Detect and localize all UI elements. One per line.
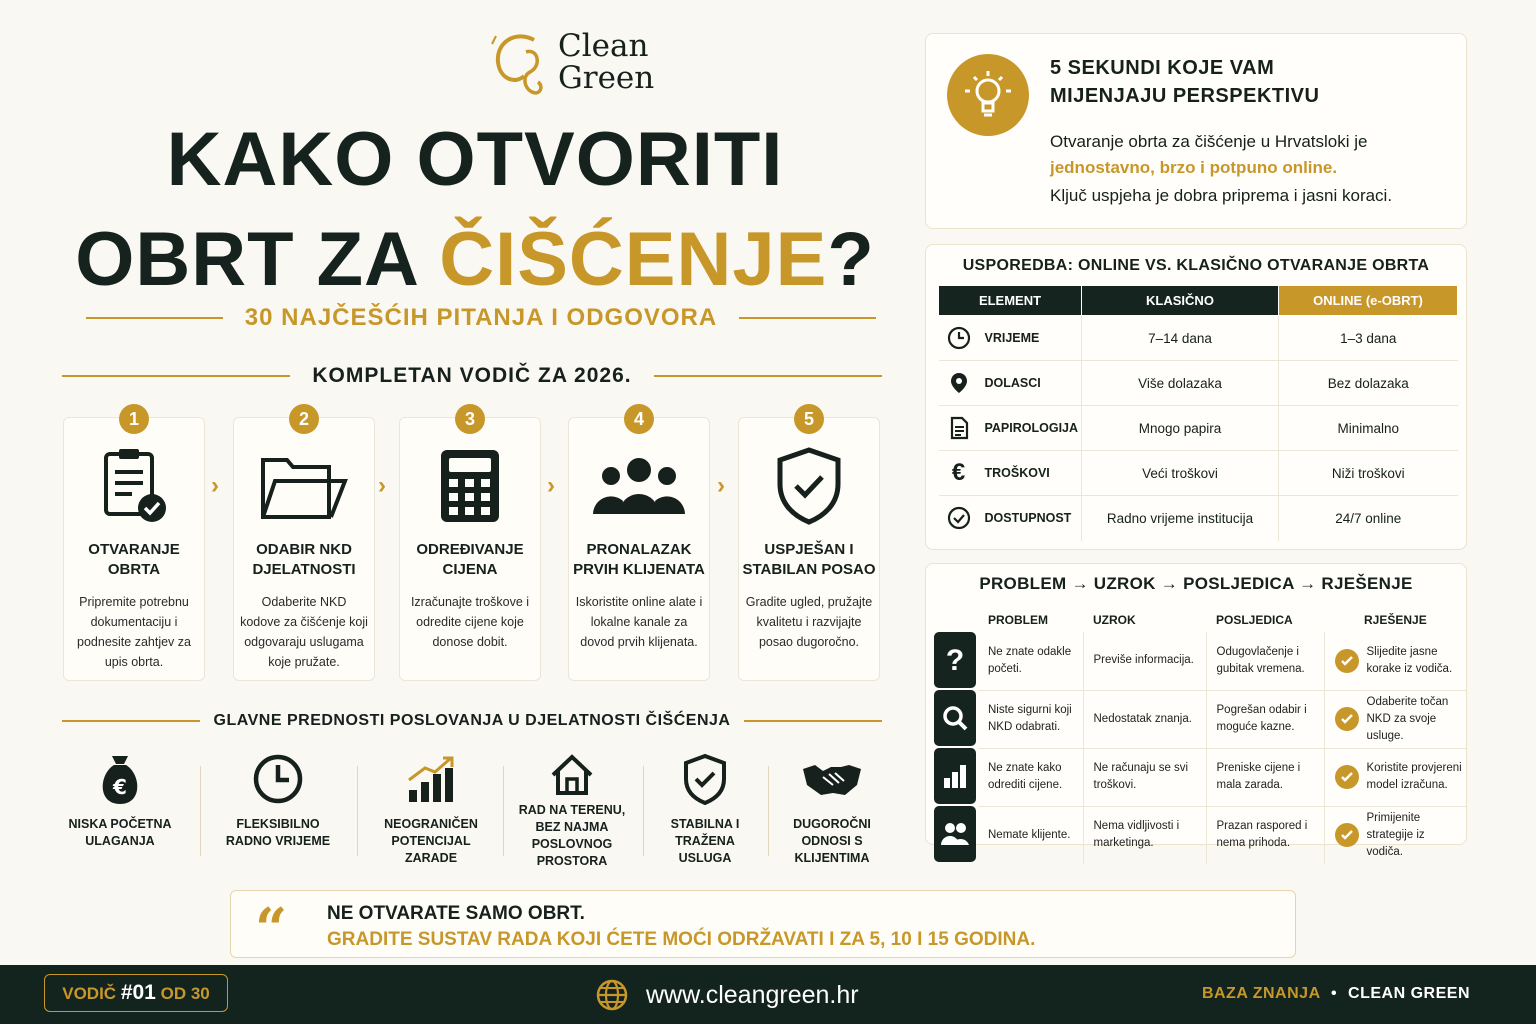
badge-number: #01	[120, 981, 156, 1004]
folder-icon	[259, 446, 349, 526]
step-card-5	[738, 409, 880, 681]
growth-chart-icon	[405, 754, 457, 804]
step-title: OTVARANJE OBRTA	[88, 541, 180, 578]
footer-brand	[1202, 985, 1470, 1003]
check-icon	[1335, 823, 1359, 847]
column-header-klasicno: KLASIČNO	[1082, 286, 1279, 316]
search-icon	[941, 704, 969, 732]
divider	[503, 766, 504, 856]
chevron-right-icon: ›	[378, 472, 386, 499]
table-row	[939, 316, 1458, 361]
quote-box	[230, 890, 1296, 962]
divider	[643, 766, 644, 856]
advantage-label: NEOGRANIČEN POTENCIJAL ZARADE	[384, 817, 478, 865]
advantage-item	[660, 752, 750, 867]
row-rjesenje: Slijedite jasne korake iz vodiča.	[1366, 645, 1453, 675]
step-text: Pripremite potrebnu dokumentaciju i podnesite zahtjev za upis obrta.	[77, 595, 191, 669]
row-klasicno: Više dolazaka	[1082, 361, 1279, 406]
check-circle-icon	[947, 506, 971, 530]
step-text: Odaberite NKD kodove za čišćenje koji odgovaraju uslugama koje pružate.	[240, 595, 368, 669]
column-header-rjesenje: RJEŠENJE	[1364, 612, 1427, 627]
row-online: 1–3 dana	[1279, 316, 1458, 361]
chevron-right-icon: ›	[211, 472, 219, 499]
row-rjesenje: Koristite provjereni model izračuna.	[1366, 762, 1462, 791]
row-klasicno: 7–14 dana	[1082, 316, 1279, 361]
knowledge-base-label: BAZA ZNANJA	[1201, 985, 1321, 1002]
quote-icon: “	[255, 896, 288, 962]
row-element: PAPIROLOGIJA	[984, 421, 1079, 435]
brand-label: CLEAN GREEN	[1348, 985, 1470, 1002]
row-posljedica: Odugovlačenje i gubitak vremena.	[1206, 632, 1324, 690]
row-online: Bez dolazaka	[1279, 361, 1458, 406]
advantage-item	[376, 752, 486, 867]
cg-monogram-icon	[486, 22, 558, 102]
step-number: 5	[794, 404, 824, 434]
location-pin-icon	[947, 371, 971, 395]
clipboard-check-icon	[94, 446, 174, 526]
badge-suffix: OD 30	[160, 984, 210, 1003]
divider	[654, 375, 882, 377]
row-element: DOLASCI	[984, 376, 1041, 390]
insight-text-3: Ključ uspjeha je dobra priprema i jasni koraci.	[1050, 186, 1393, 205]
column-header-uzrok: UZROK	[1093, 612, 1136, 627]
row-uzrok: Nema vidljivosti i marketinga.	[1083, 806, 1206, 864]
advantage-item	[58, 752, 182, 850]
insight-text-2: jednostavno, brzo i potpuno online.	[1050, 158, 1338, 177]
row-element: TROŠKOVI	[984, 466, 1050, 480]
title-line-2a: OBRT ZA	[75, 217, 440, 302]
table-header-row	[939, 286, 1458, 316]
divider	[357, 766, 358, 856]
advantage-label: STABILNA I TRAŽENA USLUGA	[670, 817, 740, 865]
advantages-title: GLAVNE PREDNOSTI POSLOVANJA U DJELATNOSTI ČIŠĆENJA	[213, 712, 731, 729]
step-title: PRONALAZAK PRVIH KLIJENATA	[573, 541, 705, 578]
check-icon	[1335, 707, 1359, 731]
house-icon	[549, 753, 595, 797]
divider	[62, 720, 200, 722]
chevron-right-icon: ›	[717, 472, 725, 499]
advantage-label: NISKA POČETNA ULAGANJA	[68, 817, 172, 848]
guide-label: KOMPLETAN VODIČ ZA 2026.	[312, 364, 632, 387]
bar-chart-icon	[941, 762, 969, 790]
handshake-icon	[801, 759, 863, 799]
row-posljedica: Prazan raspored i nema prihoda.	[1206, 806, 1324, 864]
chevron-right-icon: ›	[547, 472, 555, 499]
quote-line-2: GRADITE SUSTAV RADA KOJI ĆETE MOĆI ODRŽAVATI I ZA 5, 10 I 15 GODINA.	[327, 929, 1036, 950]
lightbulb-icon	[947, 54, 1029, 136]
euro-icon: €	[951, 459, 966, 486]
calculator-icon	[435, 446, 505, 526]
title-highlight: ČIŠĆENJE	[439, 217, 828, 302]
row-posljedica: Preniske cijene i mala zarada.	[1206, 748, 1324, 806]
badge-prefix: VODIČ	[62, 984, 117, 1003]
step-title: ODREĐIVANJE CIJENA	[416, 541, 524, 578]
insight-panel	[925, 33, 1467, 229]
row-problem: Niste sigurni koji NKD odabrati.	[978, 690, 1083, 748]
brand-line-1: Clean	[558, 28, 649, 64]
step-card-1	[63, 409, 205, 681]
column-header-problem: PROBLEM	[988, 612, 1048, 627]
column-header-element: ELEMENT	[939, 286, 1082, 316]
step-number: 4	[624, 404, 654, 434]
divider	[739, 317, 876, 319]
table-row	[934, 632, 1466, 690]
row-klasicno: Mnogo papira	[1082, 406, 1279, 451]
row-online: Minimalno	[1279, 406, 1458, 451]
row-online: 24/7 online	[1335, 510, 1402, 526]
problem-solution-panel	[925, 563, 1467, 858]
step-card-4	[568, 409, 710, 681]
check-icon	[1335, 649, 1359, 673]
step-card-3	[399, 409, 541, 681]
clock-icon	[252, 753, 304, 805]
divider	[744, 720, 882, 722]
row-uzrok: Previše informacija.	[1083, 632, 1206, 690]
row-uzrok: Nedostatak znanja.	[1083, 690, 1206, 748]
step-title: USPJEŠAN I STABILAN POSAO	[742, 541, 876, 578]
advantage-item	[514, 752, 630, 870]
row-rjesenje: Odaberite točan NKD za svoje usluge.	[1366, 695, 1449, 742]
divider	[62, 375, 290, 377]
table-row	[934, 748, 1466, 806]
clock-icon	[947, 326, 971, 350]
insight-text-1: Otvaranje obrta za čišćenje u Hrvatsloki je	[1050, 132, 1368, 151]
table-row	[939, 361, 1458, 406]
advantages-title-row	[62, 712, 882, 730]
step-number: 2	[289, 404, 319, 434]
advantage-label: DUGOROČNI ODNOSI S KLIJENTIMA	[793, 817, 871, 865]
comparison-heading: USPOREDBA: ONLINE VS. KLASIČNO OTVARANJE OBRTA	[962, 257, 1430, 274]
step-text: Gradite ugled, pružajte kvalitetu i razvijajte posao dugoročno.	[745, 595, 873, 649]
row-klasicno: Veći troškovi	[1082, 451, 1279, 496]
table-row	[934, 690, 1466, 748]
table-row	[934, 806, 1466, 864]
shield-check-icon	[774, 446, 844, 526]
divider	[768, 766, 769, 856]
step-title: ODABIR NKD DJELATNOSTI	[252, 541, 356, 578]
subtitle: 30 NAJČEŠĆIH PITANJA I ODGOVORA	[244, 304, 718, 331]
advantage-item	[218, 752, 338, 850]
step-text: Izračunajte troškove i odredite cijene koje donose dobit.	[410, 595, 530, 649]
question-icon: ?	[945, 643, 965, 677]
step-number: 3	[455, 404, 485, 434]
step-text: Iskoristite online alate i lokalne kanale za dovod prvih klijenata.	[575, 595, 703, 649]
row-problem: Ne znate odakle početi.	[978, 632, 1083, 690]
check-icon	[1335, 765, 1359, 789]
title-line-1: KAKO OTVORITI	[166, 117, 784, 202]
problem-table	[934, 608, 1466, 864]
problem-heading: PROBLEM → UZROK → POSLJEDICA → RJEŠENJE	[979, 574, 1413, 593]
row-element: DOSTUPNOST	[984, 511, 1072, 526]
guide-label-row	[62, 364, 882, 388]
row-online: Niži troškovi	[1279, 451, 1458, 496]
advantage-label: FLEKSIBILNO RADNO VRIJEME	[225, 817, 331, 848]
table-row	[939, 451, 1458, 496]
advantage-item	[782, 752, 882, 867]
brand-line-2: Green	[558, 60, 655, 96]
title-question-mark: ?	[827, 217, 875, 302]
people-icon	[940, 821, 970, 847]
subtitle-row	[86, 304, 876, 332]
step-card-2	[233, 409, 375, 681]
column-header-posljedica: POSLJEDICA	[1216, 612, 1293, 627]
table-header-row	[934, 608, 1466, 632]
guide-number-badge	[44, 974, 228, 1012]
svg-text:€: €	[113, 775, 127, 799]
step-number: 1	[119, 404, 149, 434]
footer-bar	[0, 965, 1536, 1024]
table-row	[939, 406, 1458, 451]
row-rjesenje: Primijenite strategije iz vodiča.	[1366, 811, 1425, 858]
table-row	[939, 496, 1458, 541]
website-link[interactable]	[596, 977, 859, 1013]
divider	[86, 317, 223, 319]
divider	[200, 766, 201, 856]
row-uzrok: Ne računaju se svi troškovi.	[1083, 748, 1206, 806]
row-problem: Ne znate kako odrediti cijene.	[978, 748, 1083, 806]
row-problem: Nemate klijente.	[978, 806, 1083, 864]
insight-heading: 5 SEKUNDI KOJE VAM MIJENJAJU PERSPEKTIVU	[1050, 57, 1320, 107]
brand-logo	[486, 22, 686, 102]
row-klasicno: Radno vrijeme institucija	[1082, 496, 1279, 541]
separator-dot: •	[1330, 985, 1338, 1002]
row-element: VRIJEME	[984, 331, 1040, 345]
globe-icon	[596, 979, 628, 1011]
page-title	[60, 110, 890, 310]
row-posljedica: Pogrešan odabir i moguće kazne.	[1206, 690, 1324, 748]
comparison-table	[938, 285, 1458, 541]
document-icon	[947, 416, 971, 440]
comparison-panel	[925, 244, 1467, 550]
advantage-label: RAD NA TERENU, BEZ NAJMA POSLOVNOG PROSTORA	[518, 803, 626, 868]
quote-line-1: NE OTVARATE SAMO OBRT.	[327, 903, 585, 924]
shield-check-icon	[682, 753, 728, 805]
website-url[interactable]: www.cleangreen.hr	[646, 980, 859, 1009]
column-header-online: ONLINE (e-OBRT)	[1279, 286, 1458, 316]
people-icon	[589, 446, 689, 526]
money-bag-icon	[95, 752, 145, 806]
